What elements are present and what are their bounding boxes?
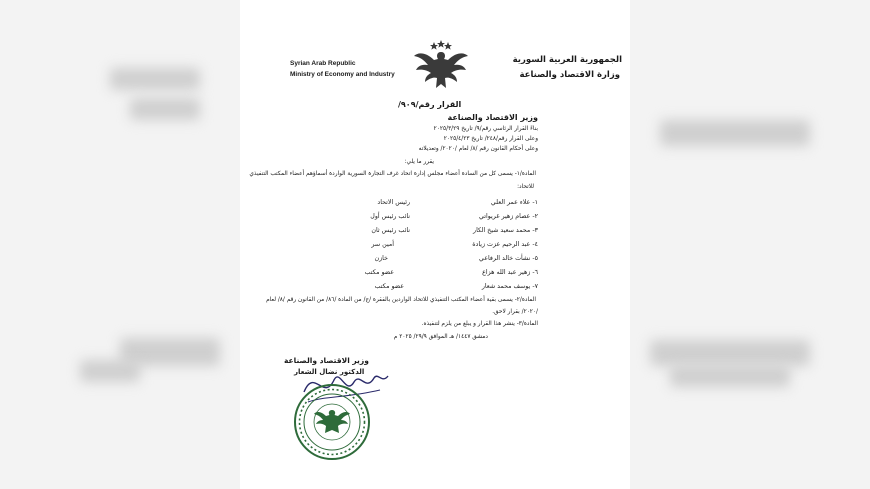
member-role: خازن	[374, 255, 388, 262]
member-name: ٣- محمد سعيد شيخ الكار	[473, 227, 538, 234]
member-name: ١- علاء عمر العلي	[490, 199, 538, 206]
member-name: ٤- عبد الرحيم عزت زيادة	[472, 241, 538, 248]
member-name: ٢- عصام زهير غريواتي	[479, 213, 538, 220]
member-name: ٥- نشأت خالد الرفاعي	[478, 255, 538, 262]
ministry-round-stamp-icon	[292, 382, 372, 462]
decides-heading: يقرر ما يلي:	[404, 159, 434, 165]
ministry-name-en: Ministry of Economy and Industry	[290, 71, 395, 78]
state-name-ar: الجمهورية العربية السورية	[512, 55, 622, 65]
decision-number: القرار رقم/٩٠٩/	[398, 100, 462, 109]
member-role: عضو مكتب	[374, 283, 404, 290]
article-1: المادة/١- يسمى كل من السادة أعضاء مجلس إدارة اتحاد غرف التجارة السورية الواردة أسماؤهم أعضاء المكتب التنفيذي	[249, 171, 536, 177]
member-name: ٧- يوسف محمد شعار	[481, 283, 538, 290]
member-role: رئيس الاتحاد	[377, 199, 410, 206]
decision-issuer: وزير الاقتصاد والصناعة	[447, 113, 538, 122]
basis-line: بناءً القرار الرئاسي رقم/٩/ تاريخ ٢٠٢٥/٣/٢٩	[433, 126, 538, 132]
member-role: نائب رئيس ثان	[371, 227, 410, 234]
signatory-name: الدكتور نضال الشعار	[294, 368, 365, 376]
blurred-right-background	[630, 0, 870, 489]
member-role: نائب رئيس أول	[370, 213, 410, 220]
basis-line: وعلى القرار رقم/٢٤٨/ تاريخ ٢٠٢٥/٤/٢٣	[443, 136, 538, 142]
article-2-line-1: المادة/٢- يسمى بقية أعضاء المكتب التنفيذي للاتحاد الواردين بالفقرة /ج/ من المادة /٨٦/ من القانون رقم /٨/ لعام	[266, 297, 536, 303]
ministry-name-ar: وزارة الاقتصاد والصناعة	[519, 70, 620, 80]
article-3: المادة/٣- ينشر هذا القرار و يبلغ من يلزم لتنفيذه.	[421, 321, 538, 327]
article-1-intro: للاتحاد:	[517, 184, 534, 190]
signatory-title: وزير الاقتصاد والصناعة	[284, 356, 369, 365]
article-2-line-2: /٢٠٢٠/ بقرار لاحق.	[492, 309, 538, 315]
basis-line: وعلى أحكام القانون رقم /٨/ لعام /٢٠٢٠/ وتعديلاته	[418, 146, 538, 152]
member-role: عضو مكتب	[364, 269, 394, 276]
place-date: دمشق ١٤٤٧/ هـ الموافق ٢٩/٩/ ٢٠٢٥ م	[393, 334, 488, 340]
blurred-left-background	[0, 0, 240, 489]
state-name-en: Syrian Arab Republic	[290, 60, 356, 67]
decision-document	[240, 0, 630, 489]
member-role: أمين سر	[371, 241, 394, 248]
member-name: ٦- زهير عبد الله هزاع	[482, 269, 538, 276]
syrian-eagle-emblem-icon	[412, 40, 470, 92]
